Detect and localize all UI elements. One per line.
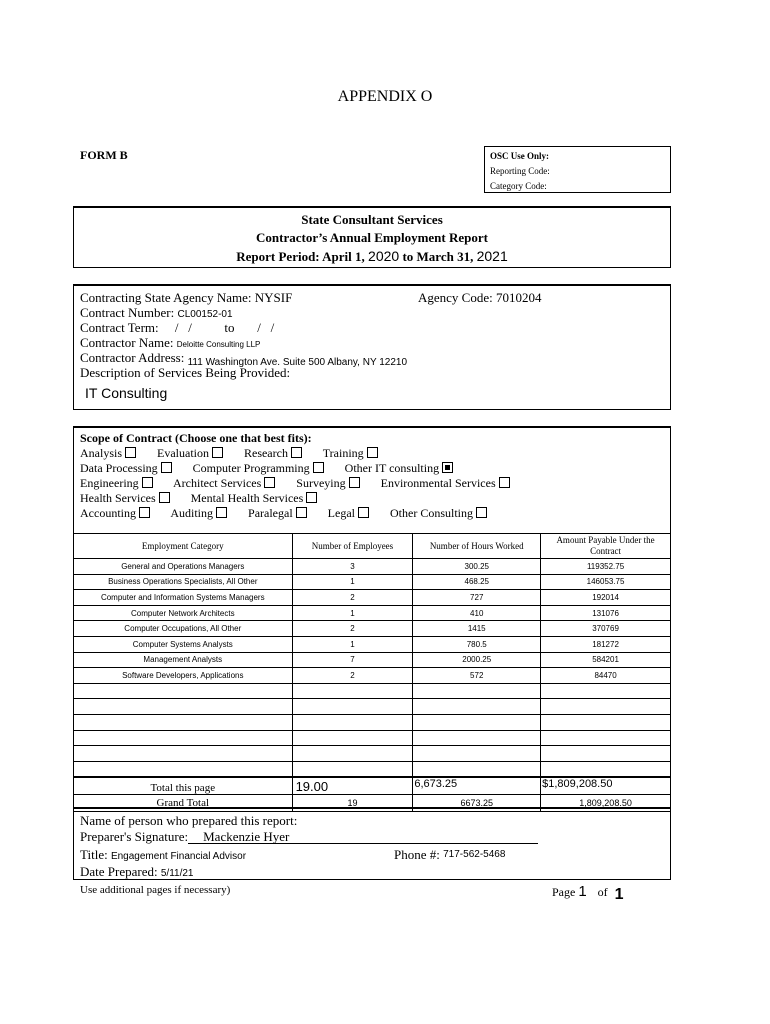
- scope-heading: Scope of Contract (Choose one that best fits):: [80, 431, 312, 445]
- cell: 7: [292, 652, 413, 668]
- cell: General and Operations Managers: [74, 559, 293, 575]
- table-row: [74, 605, 671, 621]
- osc-title: OSC Use Only:: [490, 151, 550, 161]
- engineering-checkbox[interactable]: [142, 477, 153, 488]
- surveying-checkbox[interactable]: [349, 477, 360, 488]
- table-row: [74, 590, 671, 606]
- paralegal-checkbox[interactable]: [296, 507, 307, 518]
- page-number: 1: [578, 883, 587, 900]
- category-code-label: Category Code:: [490, 181, 547, 191]
- table-row: [74, 636, 671, 652]
- cell: 1: [292, 605, 413, 621]
- scope-row-1: [80, 446, 396, 461]
- contractor-name-row: Contractor Name: Deloitte Consulting LLP: [80, 335, 261, 350]
- period-start-year: 2020: [368, 248, 400, 264]
- total-page-employees: 19.00: [292, 777, 413, 795]
- cell: 1: [292, 574, 413, 590]
- health-checkbox[interactable]: [159, 492, 170, 503]
- report-title-line2: Contractor’s Annual Employment Report: [256, 230, 488, 245]
- contractor-address: 111 Washington Ave. Suite 500 Albany, NY 12210: [187, 357, 408, 368]
- evaluation-checkbox[interactable]: [212, 447, 223, 458]
- cell: 468.25: [413, 574, 541, 590]
- osc-use-box: [484, 146, 671, 193]
- grand-total-amount: 1,809,208.50: [541, 795, 671, 812]
- col-header-hours: Number of Hours Worked: [413, 534, 541, 559]
- agency-code-row: Agency Code: 7010204: [418, 290, 542, 305]
- page-total: 1: [614, 886, 624, 903]
- scope-other-consulting[interactable]: Other Consulting: [390, 506, 487, 520]
- preparer-name-label: Name of person who prepared this report:: [80, 813, 298, 828]
- contractor-address-row: Contractor Address: $_{111 Washington Ave. Suite 500 Albany, NY 12210}$: [80, 350, 408, 368]
- scope-other-it[interactable]: Other IT consulting: [345, 461, 453, 475]
- cell: 3: [292, 559, 413, 575]
- table-row: [74, 621, 671, 637]
- table-row: [74, 652, 671, 668]
- cell: 572: [413, 668, 541, 684]
- other-consulting-checkbox[interactable]: [476, 507, 487, 518]
- scope-health[interactable]: Health Services: [80, 491, 170, 505]
- cell: 1: [292, 636, 413, 652]
- blank-row: [74, 761, 671, 777]
- preparer-title: Engagement Financial Advisor: [110, 851, 247, 862]
- employment-table: [73, 533, 671, 812]
- total-page-label: Total this page: [74, 777, 293, 795]
- scope-engineering[interactable]: Engineering: [80, 476, 153, 490]
- scope-data-processing[interactable]: Data Processing: [80, 461, 172, 475]
- grand-total-hours: 6673.25: [413, 795, 541, 812]
- report-title-line1: State Consultant Services: [301, 212, 443, 227]
- cell: Computer Systems Analysts: [74, 636, 293, 652]
- phone-value: 717-562-5468: [443, 849, 506, 860]
- analysis-checkbox[interactable]: [125, 447, 136, 458]
- reporting-code-label: Reporting Code:: [490, 166, 550, 176]
- cell: 2: [292, 590, 413, 606]
- scope-legal[interactable]: Legal: [328, 506, 369, 520]
- report-period: Report Period: April 1, 2020 to March 31, 2021: [236, 248, 508, 264]
- total-page-row: [74, 777, 671, 795]
- scope-row-3: [80, 476, 528, 491]
- legal-checkbox[interactable]: [358, 507, 369, 518]
- research-checkbox[interactable]: [291, 447, 302, 458]
- report-title-box: [73, 206, 671, 268]
- mental-health-checkbox[interactable]: [306, 492, 317, 503]
- blank-row: [74, 714, 671, 730]
- appendix-title: APPENDIX O: [337, 88, 433, 105]
- scope-paralegal[interactable]: Paralegal: [248, 506, 307, 520]
- scope-environmental[interactable]: Environmental Services: [381, 476, 510, 490]
- other-it-checkbox-checked[interactable]: [442, 462, 453, 473]
- title-row: Title: Engagement Financial Advisor: [80, 847, 247, 862]
- cell: 1415: [413, 621, 541, 637]
- scope-evaluation[interactable]: Evaluation: [157, 446, 223, 460]
- environmental-checkbox[interactable]: [499, 477, 510, 488]
- contract-info-box: [73, 284, 671, 410]
- grand-total-employees: 19: [292, 795, 413, 812]
- contract-number: CL00152-01: [177, 309, 233, 320]
- cell: 181272: [541, 636, 671, 652]
- form-label: FORM B: [80, 148, 128, 162]
- grand-total-label: Grand Total: [74, 795, 293, 812]
- table-header-row: [74, 534, 671, 559]
- agency-code: 7010204: [495, 290, 542, 305]
- signature-value: Mackenzie Hyer: [188, 830, 538, 844]
- total-page-hours: 6,673.25: [413, 777, 541, 795]
- col-header-employees: Number of Employees: [292, 534, 413, 559]
- blank-row: [74, 699, 671, 715]
- cell: Computer Network Architects: [74, 605, 293, 621]
- data-processing-checkbox[interactable]: [161, 462, 172, 473]
- col-header-category: Employment Category: [74, 534, 293, 559]
- agency-name: NYSIF: [254, 290, 293, 305]
- cell: 727: [413, 590, 541, 606]
- table-row: [74, 559, 671, 575]
- total-page-amount: $1,809,208.50: [541, 777, 671, 795]
- cell: 119352.75: [541, 559, 671, 575]
- table-row: [74, 668, 671, 684]
- footer-note: Use additional pages if necessary): [80, 884, 231, 896]
- description-label: Description of Services Being Provided:: [80, 365, 291, 380]
- contractor-name: Deloitte Consulting LLP: [176, 340, 261, 349]
- scope-row-5: [80, 506, 505, 521]
- table-row: [74, 574, 671, 590]
- phone-row: Phone #: 717-562-5468: [394, 847, 506, 862]
- training-checkbox[interactable]: [367, 447, 378, 458]
- blank-row: [74, 683, 671, 699]
- blank-row: [74, 730, 671, 746]
- scope-surveying[interactable]: Surveying: [296, 476, 359, 490]
- cell: 2: [292, 668, 413, 684]
- cell: 131076: [541, 605, 671, 621]
- scope-research[interactable]: Research: [244, 446, 302, 460]
- cell: 410: [413, 605, 541, 621]
- cell: 300.25: [413, 559, 541, 575]
- scope-accounting[interactable]: Accounting: [80, 506, 150, 520]
- scope-auditing[interactable]: Auditing: [170, 506, 227, 520]
- scope-training[interactable]: Training: [323, 446, 378, 460]
- cell: 370769: [541, 621, 671, 637]
- cell: 84470: [541, 668, 671, 684]
- page-counter: Page 1 of 1: [552, 883, 624, 903]
- date-row: Date Prepared: 5/11/21: [80, 864, 194, 879]
- col-header-amount: Amount Payable Under the Contract: [541, 534, 671, 559]
- cell: 2000.25: [413, 652, 541, 668]
- scope-mental-health[interactable]: Mental Health Services: [191, 491, 318, 505]
- cell: 584201: [541, 652, 671, 668]
- signature-row: Preparer's Signature: Mackenzie Hyer: [80, 829, 538, 845]
- scope-architect[interactable]: Architect Services: [173, 476, 275, 490]
- date-value: 5/11/21: [160, 868, 194, 879]
- scope-row-4: [80, 491, 335, 506]
- contract-number-row: Contract Number: CL00152-01: [80, 305, 233, 320]
- cell: Management Analysts: [74, 652, 293, 668]
- accounting-checkbox[interactable]: [139, 507, 150, 518]
- contract-term-row: Contract Term: / / to / /: [80, 320, 275, 335]
- cell: Computer Occupations, All Other: [74, 621, 293, 637]
- auditing-checkbox[interactable]: [216, 507, 227, 518]
- cell: Software Developers, Applications: [74, 668, 293, 684]
- agency-name-row: Contracting State Agency Name: NYSIF: [80, 290, 293, 305]
- scope-computer-programming[interactable]: Computer Programming: [193, 461, 324, 475]
- scope-analysis[interactable]: Analysis: [80, 446, 136, 460]
- cell: 780.5: [413, 636, 541, 652]
- preparer-box: [73, 807, 671, 880]
- description-value: IT Consulting: [85, 385, 168, 401]
- architect-checkbox[interactable]: [264, 477, 275, 488]
- cell: 2: [292, 621, 413, 637]
- cell: Business Operations Specialists, All Other: [74, 574, 293, 590]
- cell: 192014: [541, 590, 671, 606]
- cell: 146053.75: [541, 574, 671, 590]
- computer-programming-checkbox[interactable]: [313, 462, 324, 473]
- cell: Computer and Information Systems Managers: [74, 590, 293, 606]
- blank-row: [74, 746, 671, 762]
- period-end-year: 2021: [476, 248, 508, 264]
- scope-row-2: [80, 461, 471, 476]
